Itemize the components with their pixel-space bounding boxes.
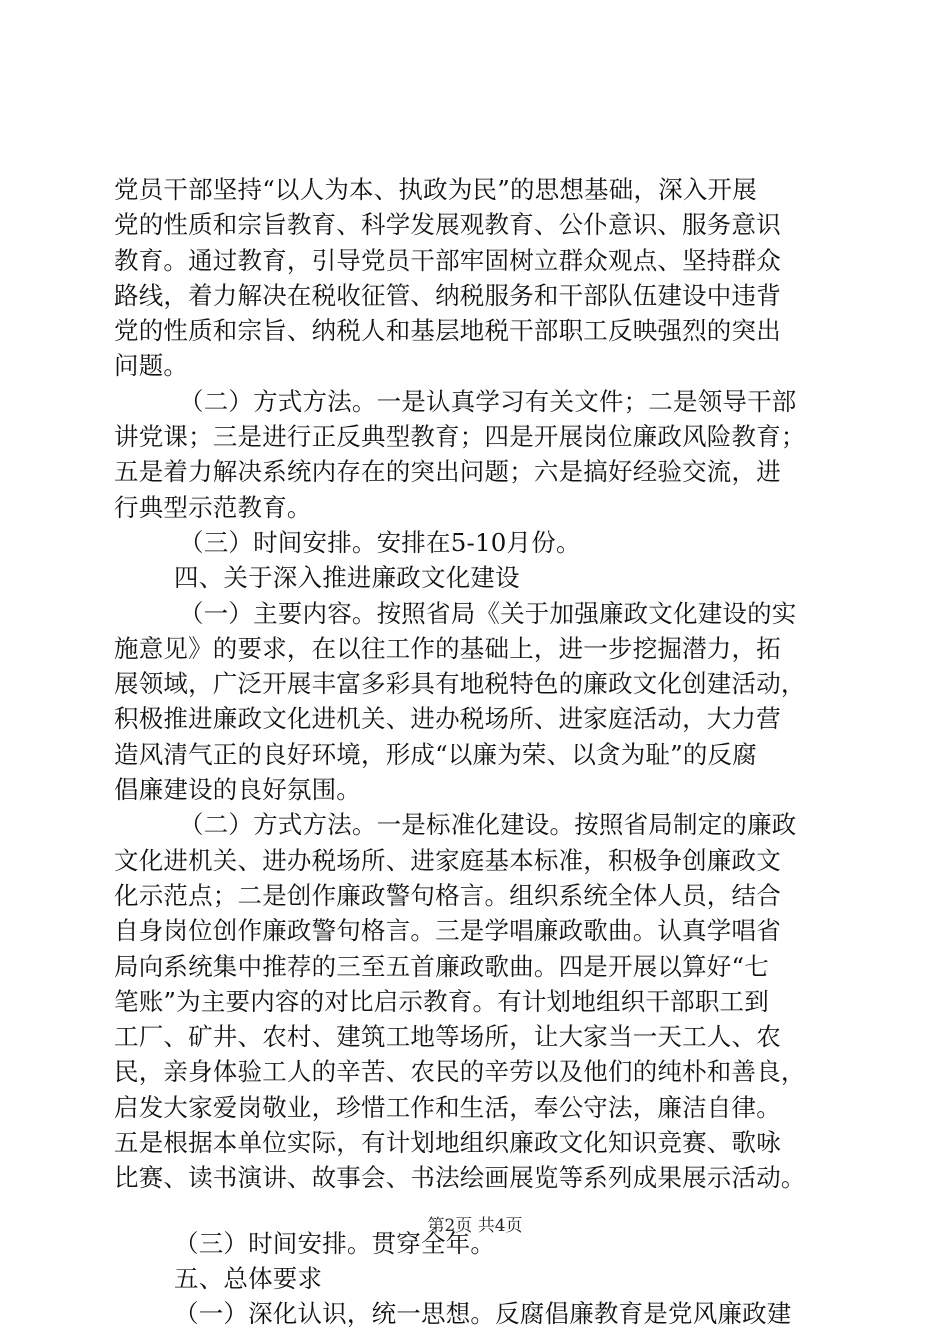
text-line: 五是着力解决系统内存在的突出问题；六是搞好经验交流，进 — [114, 457, 781, 487]
text-line: 笔账”为主要内容的对比启示教育。有计划地组织干部职工到 — [114, 986, 769, 1016]
text-line: 积极推进廉政文化进机关、进办税场所、进家庭活动，大力营 — [114, 704, 781, 734]
text-line: 工厂、矿井、农村、建筑工地等场所，让大家当一天工人、农 — [114, 1022, 781, 1052]
text-line: 问题。 — [114, 351, 189, 381]
section-heading: 五、总体要求 — [174, 1263, 323, 1293]
paragraph-start: （一）深化认识，统一思想。反腐倡廉教育是党风廉政建 — [174, 1299, 792, 1329]
text-line: 展领域，广泛开展丰富多彩具有地税特色的廉政文化创建活动， — [114, 669, 806, 699]
text-line: 民，亲身体验工人的辛苦、农民的辛劳以及他们的纯朴和善良， — [114, 1057, 806, 1087]
document-body — [114, 172, 844, 1332]
text-line: 文化进机关、进办税场所、进家庭基本标准，积极争创廉政文 — [114, 845, 781, 875]
paragraph-start: （一）主要内容。按照省局《关于加强廉政文化建设的实 — [179, 598, 797, 628]
text-line: 党的性质和宗旨、纳税人和基层地税干部职工反映强烈的突出 — [114, 316, 781, 346]
paragraph-start: （三）时间安排。安排在5-10月份。 — [179, 527, 581, 557]
text-line: 化示范点；二是创作廉政警句格言。组织系统全体人员，结合 — [114, 880, 781, 910]
text-line: 倡廉建设的良好氛围。 — [114, 775, 361, 805]
page-footer — [0, 1216, 950, 1236]
page-number: 第2页 共4页 — [427, 1216, 523, 1236]
text-line: 五是根据本单位实际，有计划地组织廉政文化知识竞赛、歌咏 — [114, 1128, 781, 1158]
text-line: 造风清气正的良好环境，形成“以廉为荣、以贪为耻”的反腐 — [114, 739, 757, 769]
paragraph-start: （三）时间安排。贯穿全年。 — [174, 1228, 496, 1258]
text-line: 施意见》的要求，在以往工作的基础上，进一步挖掘潜力，拓 — [114, 633, 781, 663]
text-line: 局向系统集中推荐的三至五首廉政歌曲。四是开展以算好“七 — [114, 951, 769, 981]
text-line: 启发大家爱岗敬业，珍惜工作和生活，奉公守法，廉洁自律。 — [114, 1092, 781, 1122]
text-line: 教育。通过教育，引导党员干部牢固树立群众观点、坚持群众 — [114, 245, 781, 275]
text-line: 比赛、读书演讲、故事会、书法绘画展览等系列成果展示活动。 — [114, 1163, 806, 1193]
text-line: 行典型示范教育。 — [114, 492, 312, 522]
text-line: 路线，着力解决在税收征管、纳税服务和干部队伍建设中违背 — [114, 280, 781, 310]
text-line: 党的性质和宗旨教育、科学发展观教育、公仆意识、服务意识 — [114, 210, 781, 240]
text-line: 讲党课；三是进行正反典型教育；四是开展岗位廉政风险教育； — [114, 422, 806, 452]
section-heading: 四、关于深入推进廉政文化建设 — [174, 563, 520, 593]
text-line: 党员干部坚持“以人为本、执政为民”的思想基础，深入开展 — [114, 175, 757, 204]
text-line: 自身岗位创作廉政警句格言。三是学唱廉政歌曲。认真学唱省 — [114, 916, 781, 946]
paragraph-start: （二）方式方法。一是标准化建设。按照省局制定的廉政 — [179, 810, 797, 840]
paragraph-start: （二）方式方法。一是认真学习有关文件；二是领导干部 — [179, 386, 797, 416]
